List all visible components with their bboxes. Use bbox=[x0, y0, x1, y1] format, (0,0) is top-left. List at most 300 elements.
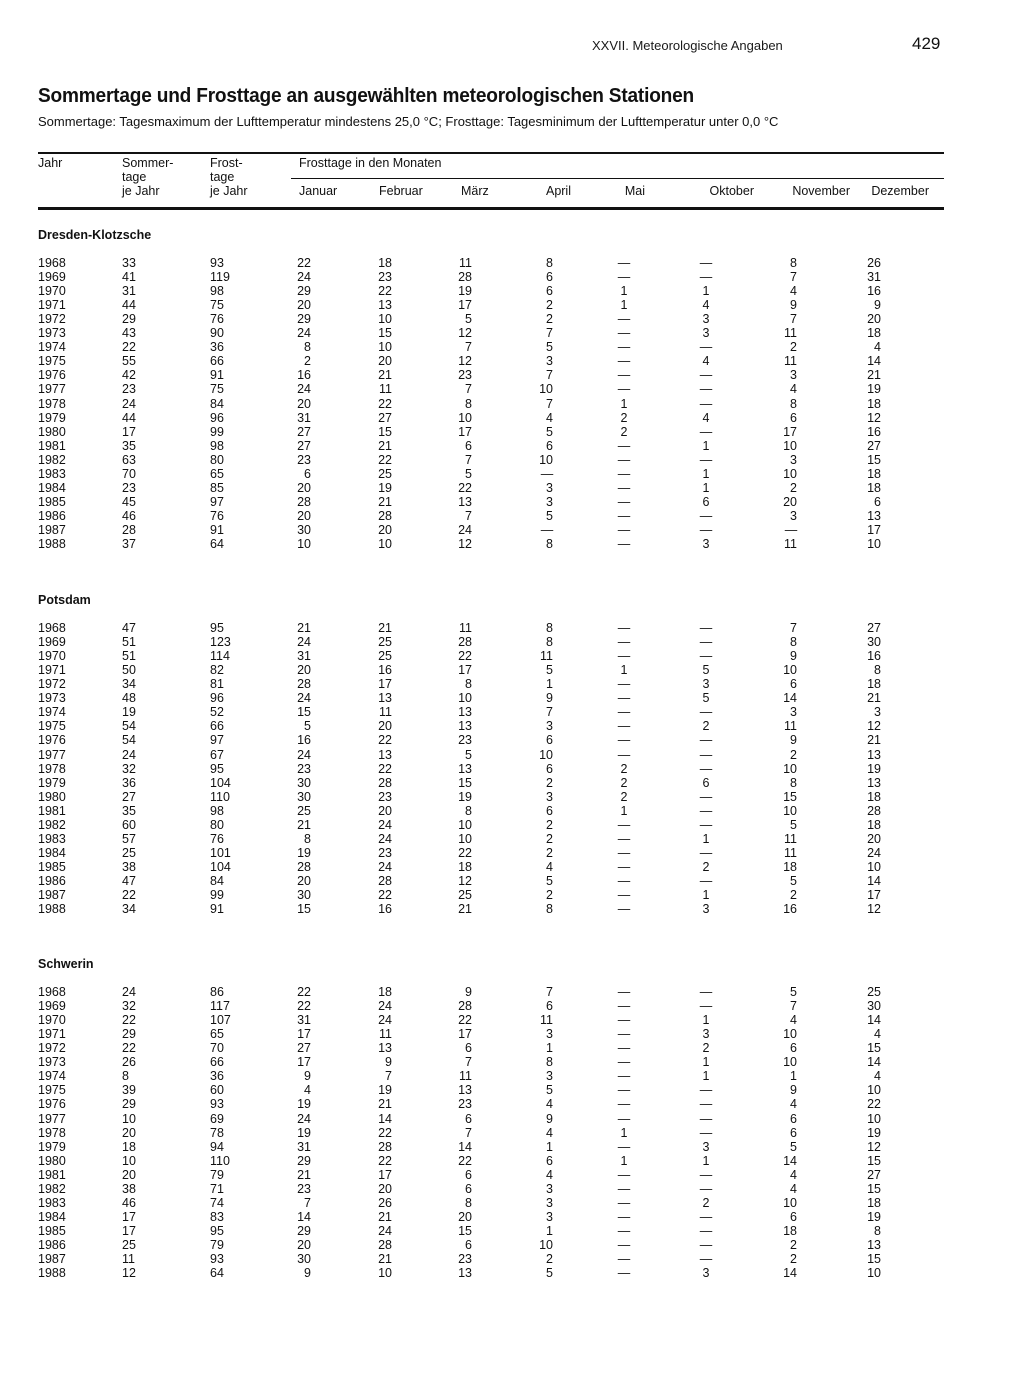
cell-jan: 30 bbox=[297, 1252, 311, 1266]
table-row bbox=[0, 818, 1024, 832]
cell-frost-days: 60 bbox=[210, 1083, 224, 1098]
table-row bbox=[0, 467, 1024, 481]
cell-may: — bbox=[617, 1013, 631, 1028]
table-row bbox=[0, 1041, 1024, 1055]
cell-oct: — bbox=[699, 1125, 713, 1140]
cell-frost-days: 86 bbox=[210, 985, 224, 999]
cell-dec: 27 bbox=[867, 621, 881, 635]
cell-dec: 24 bbox=[867, 845, 881, 860]
cell-apr: 10 bbox=[539, 452, 553, 467]
cell-apr: 5 bbox=[546, 424, 553, 439]
cell-summer-days: 23 bbox=[122, 480, 136, 495]
cell-dec: 31 bbox=[867, 270, 881, 285]
cell-year: 1969 bbox=[38, 999, 66, 1013]
cell-frost-days: 93 bbox=[210, 1097, 224, 1112]
cell-year: 1986 bbox=[38, 1237, 66, 1252]
cell-summer-days: 35 bbox=[122, 803, 136, 818]
table-row bbox=[0, 999, 1024, 1013]
cell-nov: 10 bbox=[783, 466, 797, 481]
cell-may: — bbox=[617, 438, 631, 453]
cell-nov: — bbox=[784, 523, 798, 537]
cell-mar: 22 bbox=[458, 480, 472, 495]
cell-year: 1970 bbox=[38, 1013, 66, 1028]
cell-feb: 24 bbox=[378, 831, 392, 846]
cell-nov: 9 bbox=[790, 298, 797, 313]
cell-year: 1987 bbox=[38, 1252, 66, 1266]
cell-year: 1986 bbox=[38, 873, 66, 888]
cell-nov: 2 bbox=[790, 747, 797, 762]
table-row bbox=[0, 790, 1024, 804]
cell-apr: 5 bbox=[546, 663, 553, 678]
cell-summer-days: 70 bbox=[122, 466, 136, 481]
cell-mar: 13 bbox=[458, 1083, 472, 1098]
cell-apr: 10 bbox=[539, 382, 553, 397]
cell-year: 1968 bbox=[38, 985, 66, 999]
cell-dec: 18 bbox=[867, 326, 881, 341]
cell-jan: 29 bbox=[297, 284, 311, 299]
table-top-rule bbox=[38, 152, 944, 154]
cell-year: 1974 bbox=[38, 1069, 66, 1084]
cell-feb: 28 bbox=[378, 775, 392, 790]
table-row bbox=[0, 1112, 1024, 1126]
cell-feb: 22 bbox=[378, 733, 392, 748]
cell-may: — bbox=[617, 1041, 631, 1056]
cell-nov: 3 bbox=[790, 705, 797, 720]
cell-nov: 18 bbox=[783, 859, 797, 874]
cell-year: 1988 bbox=[38, 902, 66, 916]
cell-oct: — bbox=[699, 270, 713, 285]
cell-jan: 4 bbox=[304, 1083, 311, 1098]
header-months-group: Frosttage in den Monaten bbox=[299, 156, 442, 170]
cell-year: 1984 bbox=[38, 845, 66, 860]
cell-may: — bbox=[617, 1209, 631, 1224]
cell-mar: 24 bbox=[458, 523, 472, 537]
table-row bbox=[0, 1097, 1024, 1111]
cell-nov: 6 bbox=[790, 677, 797, 692]
cell-summer-days: 47 bbox=[122, 621, 136, 635]
cell-apr: 5 bbox=[546, 1266, 553, 1280]
cell-frost-days: 93 bbox=[210, 256, 224, 270]
cell-mar: 23 bbox=[458, 1252, 472, 1266]
page-title: Sommertage und Frosttage an ausgewählten meteorologischen Stationen bbox=[38, 84, 694, 107]
cell-frost-days: 75 bbox=[210, 382, 224, 397]
cell-oct: 3 bbox=[702, 326, 710, 341]
cell-mar: 5 bbox=[465, 466, 472, 481]
header-year: Jahr bbox=[38, 156, 63, 170]
cell-mar: 23 bbox=[458, 368, 472, 383]
cell-frost-days: 67 bbox=[210, 747, 224, 762]
cell-mar: 19 bbox=[458, 789, 472, 804]
cell-feb: 24 bbox=[378, 817, 392, 832]
cell-year: 1975 bbox=[38, 1083, 66, 1098]
cell-summer-days: 45 bbox=[122, 494, 136, 509]
cell-feb: 18 bbox=[378, 985, 392, 999]
cell-mar: 5 bbox=[465, 312, 472, 327]
cell-oct: — bbox=[699, 733, 713, 748]
cell-year: 1970 bbox=[38, 649, 66, 664]
table-row bbox=[0, 1168, 1024, 1182]
cell-dec: 10 bbox=[867, 537, 881, 551]
cell-year: 1975 bbox=[38, 354, 66, 369]
cell-jan: 21 bbox=[297, 817, 311, 832]
cell-may: — bbox=[617, 1195, 631, 1210]
table-row bbox=[0, 1013, 1024, 1027]
cell-apr: 1 bbox=[546, 1139, 553, 1154]
cell-oct: 4 bbox=[702, 410, 710, 425]
table-row bbox=[0, 663, 1024, 677]
cell-summer-days: 20 bbox=[122, 1167, 136, 1182]
cell-frost-days: 91 bbox=[210, 902, 224, 916]
cell-summer-days: 17 bbox=[122, 1223, 136, 1238]
cell-oct: — bbox=[699, 789, 713, 804]
table-row bbox=[0, 1069, 1024, 1083]
cell-jan: 20 bbox=[297, 1237, 311, 1252]
cell-nov: 6 bbox=[790, 410, 797, 425]
month-header-april: April bbox=[545, 184, 571, 198]
cell-mar: 15 bbox=[458, 1223, 472, 1238]
cell-feb: 10 bbox=[378, 1266, 392, 1280]
cell-dec: 18 bbox=[867, 466, 881, 481]
cell-may: — bbox=[617, 523, 631, 537]
cell-jan: 30 bbox=[297, 789, 311, 804]
cell-dec: 26 bbox=[867, 256, 881, 270]
cell-may: — bbox=[617, 1237, 631, 1252]
cell-frost-days: 97 bbox=[210, 494, 224, 509]
cell-year: 1975 bbox=[38, 719, 66, 734]
cell-jan: 8 bbox=[304, 340, 311, 355]
cell-apr: 3 bbox=[546, 354, 553, 369]
cell-apr: 6 bbox=[546, 270, 553, 285]
cell-nov: 8 bbox=[790, 635, 797, 649]
cell-oct: 1 bbox=[702, 1153, 710, 1168]
cell-feb: 23 bbox=[378, 789, 392, 804]
cell-jan: 16 bbox=[297, 733, 311, 748]
cell-may: — bbox=[617, 1083, 631, 1098]
table-row bbox=[0, 537, 1024, 551]
cell-feb: 21 bbox=[378, 494, 392, 509]
cell-apr: 9 bbox=[546, 691, 553, 706]
cell-jan: 24 bbox=[297, 635, 311, 649]
cell-frost-days: 123 bbox=[210, 635, 231, 649]
cell-apr: 6 bbox=[546, 1153, 553, 1168]
cell-nov: 14 bbox=[783, 1153, 797, 1168]
header-summer-days bbox=[122, 156, 173, 198]
cell-nov: 3 bbox=[790, 368, 797, 383]
cell-may: — bbox=[617, 1181, 631, 1196]
cell-dec: 27 bbox=[867, 438, 881, 453]
cell-nov: 5 bbox=[790, 873, 797, 888]
cell-jan: 19 bbox=[297, 845, 311, 860]
cell-may: — bbox=[617, 733, 631, 748]
cell-may: — bbox=[617, 621, 631, 635]
cell-frost-days: 81 bbox=[210, 677, 224, 692]
cell-dec: 13 bbox=[867, 747, 881, 762]
cell-apr: 3 bbox=[546, 1181, 553, 1196]
table-row bbox=[0, 298, 1024, 312]
table-row bbox=[0, 705, 1024, 719]
table-row bbox=[0, 1196, 1024, 1210]
cell-apr: 7 bbox=[546, 705, 553, 720]
table-row bbox=[0, 635, 1024, 649]
cell-mar: 23 bbox=[458, 1097, 472, 1112]
table-row bbox=[0, 284, 1024, 298]
cell-summer-days: 47 bbox=[122, 873, 136, 888]
cell-nov: 10 bbox=[783, 1027, 797, 1042]
cell-may: — bbox=[617, 902, 631, 916]
cell-dec: 13 bbox=[867, 1237, 881, 1252]
cell-may: 1 bbox=[620, 803, 628, 818]
cell-oct: 5 bbox=[702, 663, 710, 678]
cell-may: — bbox=[617, 1266, 631, 1280]
cell-summer-days: 22 bbox=[122, 1041, 136, 1056]
cell-year: 1980 bbox=[38, 789, 66, 804]
cell-oct: 2 bbox=[702, 1041, 710, 1056]
cell-year: 1981 bbox=[38, 438, 66, 453]
cell-frost-days: 119 bbox=[210, 270, 230, 285]
cell-year: 1983 bbox=[38, 466, 66, 481]
cell-nov: 3 bbox=[790, 452, 797, 467]
cell-frost-days: 65 bbox=[210, 466, 224, 481]
cell-feb: 20 bbox=[378, 803, 392, 818]
cell-mar: 7 bbox=[465, 382, 472, 397]
cell-oct: — bbox=[699, 523, 713, 537]
cell-feb: 23 bbox=[378, 270, 392, 285]
cell-mar: 7 bbox=[465, 508, 472, 523]
cell-frost-days: 98 bbox=[210, 284, 224, 299]
cell-summer-days: 25 bbox=[122, 1237, 136, 1252]
cell-nov: 2 bbox=[790, 1252, 797, 1266]
cell-may: — bbox=[617, 382, 631, 397]
cell-mar: 15 bbox=[458, 775, 472, 790]
cell-nov: 14 bbox=[783, 1266, 797, 1280]
cell-may: — bbox=[617, 1055, 631, 1070]
cell-summer-days: 46 bbox=[122, 1195, 136, 1210]
cell-mar: 6 bbox=[465, 1111, 472, 1126]
cell-frost-days: 82 bbox=[210, 663, 224, 678]
cell-feb: 24 bbox=[378, 999, 392, 1013]
cell-summer-days: 44 bbox=[122, 410, 136, 425]
cell-jan: 31 bbox=[297, 649, 311, 664]
cell-year: 1985 bbox=[38, 859, 66, 874]
table-row bbox=[0, 1224, 1024, 1238]
cell-year: 1976 bbox=[38, 1097, 66, 1112]
cell-year: 1983 bbox=[38, 831, 66, 846]
cell-mar: 6 bbox=[465, 1167, 472, 1182]
cell-apr: 6 bbox=[546, 438, 553, 453]
cell-apr: 5 bbox=[546, 340, 553, 355]
cell-frost-days: 83 bbox=[210, 1209, 224, 1224]
cell-may: 2 bbox=[620, 761, 628, 776]
table-row bbox=[0, 1126, 1024, 1140]
cell-jan: 5 bbox=[304, 719, 311, 734]
cell-jan: 10 bbox=[297, 537, 311, 551]
cell-may: — bbox=[617, 1252, 631, 1266]
cell-nov: 11 bbox=[784, 831, 797, 846]
cell-summer-days: 8 bbox=[122, 1069, 129, 1084]
header-summer-days-line: tage bbox=[122, 170, 147, 184]
cell-feb: 22 bbox=[378, 761, 392, 776]
cell-feb: 20 bbox=[378, 1181, 392, 1196]
cell-jan: 30 bbox=[297, 888, 311, 902]
cell-apr: 2 bbox=[546, 845, 553, 860]
cell-may: — bbox=[617, 508, 631, 523]
cell-feb: 20 bbox=[378, 523, 392, 537]
month-header-november: November bbox=[792, 184, 850, 198]
table-row bbox=[0, 1027, 1024, 1041]
cell-may: 2 bbox=[620, 775, 628, 790]
cell-summer-days: 63 bbox=[122, 452, 136, 467]
cell-summer-days: 12 bbox=[122, 1266, 136, 1280]
cell-may: — bbox=[617, 537, 631, 551]
cell-mar: 5 bbox=[465, 747, 472, 762]
cell-summer-days: 24 bbox=[122, 396, 136, 411]
cell-feb: 13 bbox=[378, 298, 392, 313]
cell-summer-days: 28 bbox=[122, 523, 136, 537]
cell-mar: 12 bbox=[458, 354, 472, 369]
cell-feb: 11 bbox=[379, 705, 392, 720]
cell-dec: 12 bbox=[867, 1139, 881, 1154]
cell-apr: 3 bbox=[546, 719, 553, 734]
cell-dec: 14 bbox=[867, 354, 881, 369]
cell-may: 1 bbox=[620, 396, 628, 411]
cell-apr: 11 bbox=[540, 649, 553, 664]
cell-jan: 19 bbox=[297, 1125, 311, 1140]
cell-apr: 2 bbox=[546, 817, 553, 832]
cell-year: 1968 bbox=[38, 256, 66, 270]
cell-mar: 22 bbox=[458, 845, 472, 860]
cell-mar: 17 bbox=[458, 663, 472, 678]
cell-apr: 10 bbox=[539, 1237, 553, 1252]
cell-mar: 10 bbox=[458, 691, 472, 706]
cell-frost-days: 91 bbox=[210, 368, 224, 383]
cell-jan: 28 bbox=[297, 494, 311, 509]
cell-nov: 7 bbox=[790, 270, 797, 285]
cell-nov: 5 bbox=[790, 985, 797, 999]
cell-nov: 1 bbox=[790, 1069, 797, 1084]
cell-may: — bbox=[617, 999, 631, 1013]
cell-mar: 10 bbox=[458, 817, 472, 832]
table-row bbox=[0, 1083, 1024, 1097]
cell-jan: 29 bbox=[297, 312, 311, 327]
cell-feb: 23 bbox=[378, 845, 392, 860]
cell-summer-days: 11 bbox=[122, 1252, 135, 1266]
cell-jan: 23 bbox=[297, 1181, 311, 1196]
cell-apr: 3 bbox=[546, 1069, 553, 1084]
cell-apr: — bbox=[540, 466, 554, 481]
cell-mar: 8 bbox=[465, 803, 472, 818]
table-row bbox=[0, 1055, 1024, 1069]
table-row bbox=[0, 874, 1024, 888]
cell-frost-days: 64 bbox=[210, 537, 224, 551]
cell-year: 1986 bbox=[38, 508, 66, 523]
cell-mar: 11 bbox=[459, 256, 472, 270]
cell-may: — bbox=[617, 1167, 631, 1182]
cell-feb: 9 bbox=[385, 1055, 392, 1070]
cell-frost-days: 79 bbox=[210, 1167, 224, 1182]
cell-apr: 8 bbox=[546, 1055, 553, 1070]
cell-dec: 18 bbox=[867, 396, 881, 411]
cell-jan: 24 bbox=[297, 1111, 311, 1126]
cell-frost-days: 76 bbox=[210, 508, 224, 523]
cell-jan: 31 bbox=[297, 1139, 311, 1154]
cell-apr: 4 bbox=[546, 1167, 553, 1182]
cell-oct: — bbox=[699, 1083, 713, 1098]
cell-may: — bbox=[617, 1139, 631, 1154]
cell-nov: 4 bbox=[790, 1013, 797, 1028]
cell-frost-days: 98 bbox=[210, 803, 224, 818]
table-row bbox=[0, 832, 1024, 846]
cell-year: 1980 bbox=[38, 424, 66, 439]
cell-may: — bbox=[617, 705, 631, 720]
cell-dec: 12 bbox=[867, 902, 881, 916]
cell-feb: 7 bbox=[385, 1069, 392, 1084]
cell-jan: 9 bbox=[304, 1069, 311, 1084]
cell-frost-days: 76 bbox=[210, 312, 224, 327]
table-row bbox=[0, 256, 1024, 270]
cell-frost-days: 97 bbox=[210, 733, 224, 748]
month-header-mrz: März bbox=[461, 184, 489, 198]
cell-year: 1983 bbox=[38, 1195, 66, 1210]
cell-oct: — bbox=[699, 747, 713, 762]
cell-frost-days: 98 bbox=[210, 438, 224, 453]
cell-year: 1987 bbox=[38, 888, 66, 902]
table-row bbox=[0, 1140, 1024, 1154]
table-row bbox=[0, 888, 1024, 902]
cell-year: 1985 bbox=[38, 494, 66, 509]
cell-year: 1972 bbox=[38, 312, 66, 327]
cell-apr: 4 bbox=[546, 410, 553, 425]
cell-oct: — bbox=[699, 845, 713, 860]
cell-apr: 2 bbox=[546, 298, 553, 313]
table-row bbox=[0, 733, 1024, 747]
cell-feb: 20 bbox=[378, 354, 392, 369]
cell-feb: 10 bbox=[378, 312, 392, 327]
cell-summer-days: 51 bbox=[122, 635, 136, 649]
cell-may: — bbox=[617, 312, 631, 327]
cell-dec: 12 bbox=[867, 410, 881, 425]
cell-nov: 2 bbox=[790, 888, 797, 902]
month-header-mai: Mai bbox=[624, 184, 645, 198]
cell-nov: 11 bbox=[784, 719, 797, 734]
cell-summer-days: 44 bbox=[122, 298, 136, 313]
cell-dec: 15 bbox=[867, 1181, 881, 1196]
cell-year: 1979 bbox=[38, 775, 66, 790]
cell-year: 1973 bbox=[38, 691, 66, 706]
cell-oct: 2 bbox=[702, 719, 710, 734]
cell-feb: 22 bbox=[378, 1153, 392, 1168]
cell-mar: 6 bbox=[465, 1041, 472, 1056]
cell-year: 1982 bbox=[38, 452, 66, 467]
cell-mar: 22 bbox=[458, 1153, 472, 1168]
cell-year: 1979 bbox=[38, 410, 66, 425]
cell-mar: 7 bbox=[465, 452, 472, 467]
cell-summer-days: 60 bbox=[122, 817, 136, 832]
cell-jan: 19 bbox=[297, 1097, 311, 1112]
cell-apr: 5 bbox=[546, 873, 553, 888]
cell-dec: 18 bbox=[867, 789, 881, 804]
cell-dec: 14 bbox=[867, 1013, 881, 1028]
cell-nov: 11 bbox=[784, 845, 797, 860]
cell-apr: 6 bbox=[546, 284, 553, 299]
cell-frost-days: 99 bbox=[210, 424, 224, 439]
table-row bbox=[0, 1154, 1024, 1168]
cell-mar: 13 bbox=[458, 761, 472, 776]
cell-dec: 4 bbox=[874, 340, 881, 355]
cell-oct: 1 bbox=[702, 466, 710, 481]
cell-oct: 3 bbox=[702, 537, 710, 551]
cell-year: 1988 bbox=[38, 537, 66, 551]
cell-dec: 10 bbox=[867, 1111, 881, 1126]
